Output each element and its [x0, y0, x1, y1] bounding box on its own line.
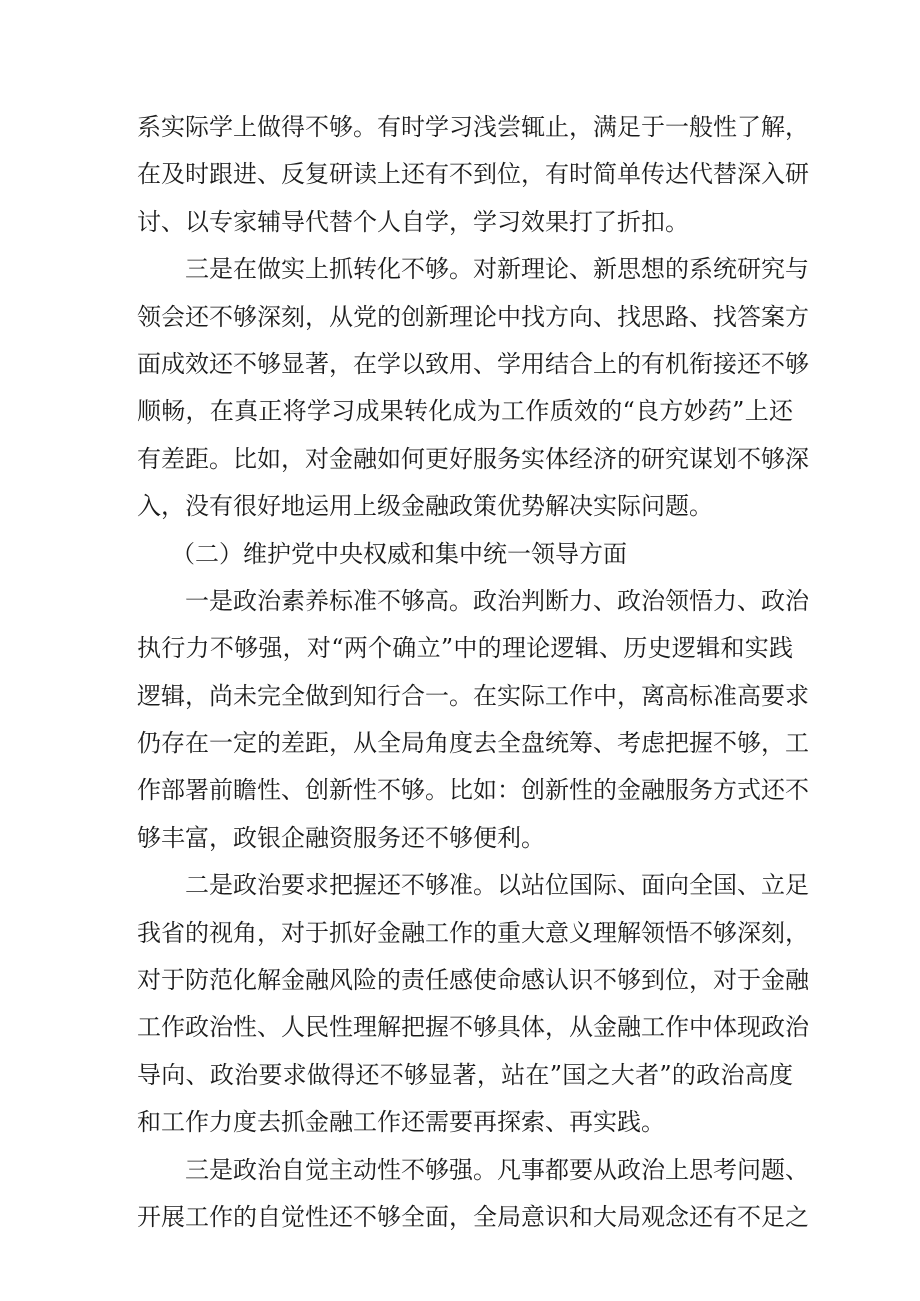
paragraph-line: 仍存在一定的差距，从全局角度去全盘统筹、考虑把握不够，工	[137, 729, 809, 758]
paragraph-line: 系实际学上做得不够。有时学习浅尝辄止，满足于一般性了解，	[137, 113, 809, 141]
paragraph-line: 顺畅，在真正将学习成果转化成为工作质效的“良方妙药”上还	[137, 397, 793, 426]
paragraph-line: 有差距。比如，对金融如何更好服务实体经济的研究谋划不够深	[137, 444, 809, 473]
paragraph-line: 入，没有很好地运用上级金融政策优势解决实际问题。	[137, 492, 713, 521]
paragraph-line: 作部署前瞻性、创新性不够。比如：创新性的金融服务方式还不	[137, 776, 809, 805]
paragraph-line: 领会还不够深刻，从党的创新理论中找方向、找思路、找答案方	[137, 302, 809, 331]
paragraph-line: 面成效还不够显著，在学以致用、学用结合上的有机衔接还不够	[137, 349, 809, 378]
paragraph-line: 我省的视角，对于抓好金融工作的重大意义理解领悟不够深刻，	[137, 918, 809, 947]
section-heading: （二）维护党中央权威和集中统一领导方面	[171, 539, 627, 568]
paragraph-line: 逻辑，尚未完全做到知行合一。在实际工作中，离高标准高要求	[137, 681, 809, 710]
paragraph-line: 工作政治性、人民性理解把握不够具体，从金融工作中体现政治	[137, 1013, 809, 1042]
paragraph-line: 对于防范化解金融风险的责任感使命感认识不够到位，对于金融	[137, 966, 809, 995]
paragraph-line: 在及时跟进、反复研读上还有不到位，有时简单传达代替深入研	[137, 160, 809, 189]
paragraph-line: 三是在做实上抓转化不够。对新理论、新思想的系统研究与	[185, 255, 809, 284]
paragraph-line: 一是政治素养标准不够高。政治判断力、政治领悟力、政治	[185, 586, 809, 615]
paragraph-line: 讨、以专家辅导代替个人自学，学习效果打了折扣。	[137, 207, 689, 236]
paragraph-line: 二是政治要求把握还不够准。以站位国际、面向全国、立足	[185, 871, 809, 900]
paragraph-line: 三是政治自觉主动性不够强。凡事都要从政治上思考问题、	[185, 1155, 809, 1184]
paragraph-line: 够丰富，政银企融资服务还不够便利。	[137, 823, 545, 852]
paragraph-line: 执行力不够强，对“两个确立”中的理论逻辑、历史逻辑和实践	[137, 634, 793, 663]
paragraph-line: 开展工作的自觉性还不够全面，全局意识和大局观念还有不足之	[137, 1202, 809, 1231]
document-body	[137, 104, 809, 1241]
paragraph-line: 和工作力度去抓金融工作还需要再探索、再实践。	[137, 1108, 665, 1137]
paragraph-line: 导向、政治要求做得还不够显著，站在”国之大者”的政治高度	[137, 1060, 793, 1089]
